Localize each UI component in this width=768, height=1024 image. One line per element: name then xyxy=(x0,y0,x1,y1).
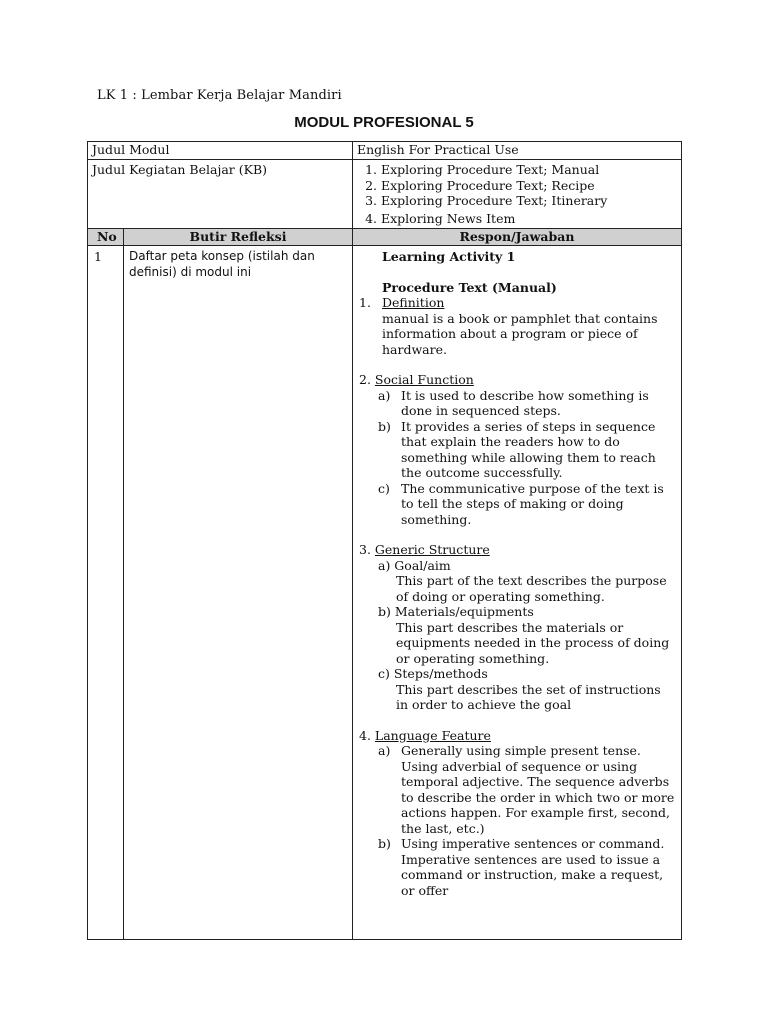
definition-text: manual is a book or pamphlet that contains information about a program or piece of hardware. xyxy=(382,310,658,357)
section-number: 4. xyxy=(359,727,371,743)
butir-refleksi-text: Daftar peta konsep (istilah dan definisi) di modul ini xyxy=(124,246,353,940)
list-item: a) Generally using simple present tense. Using adverbial of sequence or using temporal adjective. The sequence adverbs to describe the order in which two or more actions happen. For example first, second, the last, etc.) xyxy=(378,743,675,836)
list-item: c) Steps/methods This part describes the set of instructions in order to achieve the goal xyxy=(378,666,661,712)
column-header-butir: Butir Refleksi xyxy=(124,229,353,246)
worksheet-table xyxy=(87,141,682,940)
procedure-text-title: Procedure Text (Manual) xyxy=(382,279,557,295)
section-heading: Generic Structure xyxy=(374,542,490,557)
learning-activity-title: Learning Activity 1 xyxy=(382,249,516,264)
section-heading: Definition xyxy=(382,295,445,310)
judul-modul-value: English For Practical Use xyxy=(353,142,682,160)
column-header-row xyxy=(88,229,682,246)
list-item: b) It provides a series of steps in sequence that explain the readers how to do something while allowing them to reach the outcome successfully. xyxy=(378,418,656,480)
section-heading: Social Function xyxy=(374,372,474,387)
language-feature-section xyxy=(359,728,675,899)
list-item: c) The communicative purpose of the text is to tell the steps of making or doing something. xyxy=(378,480,664,527)
list-item: b) Materials/equipments This part describes the materials or equipments needed in the process of doing or operating something. xyxy=(378,604,670,666)
section-heading: Language Feature xyxy=(374,727,491,743)
kb-list-cell xyxy=(353,160,682,229)
list-item: b) Using imperative sentences or command. Imperative sentences are used to issue a command or instruction, make a request, or offer xyxy=(378,836,665,898)
judul-kb-row xyxy=(88,160,682,229)
list-item: a) It is used to describe how something is done in sequenced steps. xyxy=(378,387,649,418)
column-header-no: No xyxy=(88,229,124,246)
generic-structure-section xyxy=(359,542,675,713)
kb-item: 2. Exploring Procedure Text; Recipe xyxy=(381,178,677,194)
kb-item: 4. Exploring News Item xyxy=(381,209,677,228)
response-cell xyxy=(353,246,682,940)
judul-kb-label: Judul Kegiatan Belajar (KB) xyxy=(88,160,353,229)
judul-modul-label: Judul Modul xyxy=(88,142,353,160)
judul-modul-row xyxy=(88,142,682,160)
kb-item: 3. Exploring Procedure Text; Itinerary xyxy=(381,193,677,209)
section-number: 2. xyxy=(359,372,371,387)
kb-item: 1. Exploring Procedure Text; Manual xyxy=(381,162,677,178)
definition-section xyxy=(359,295,675,357)
module-heading: MODUL PROFESIONAL 5 xyxy=(294,114,474,131)
kb-list xyxy=(357,162,677,228)
social-function-section xyxy=(359,372,675,527)
section-number: 3. xyxy=(359,542,371,557)
section-number: 1. xyxy=(359,295,371,310)
table-row xyxy=(88,246,682,940)
column-header-respon: Respon/Jawaban xyxy=(353,229,682,246)
list-item: a) Goal/aim This part of the text describes the purpose of doing or operating something. xyxy=(378,557,667,604)
row-number: 1 xyxy=(88,246,124,940)
worksheet-title: LK 1 : Lembar Kerja Belajar Mandiri xyxy=(97,88,342,103)
